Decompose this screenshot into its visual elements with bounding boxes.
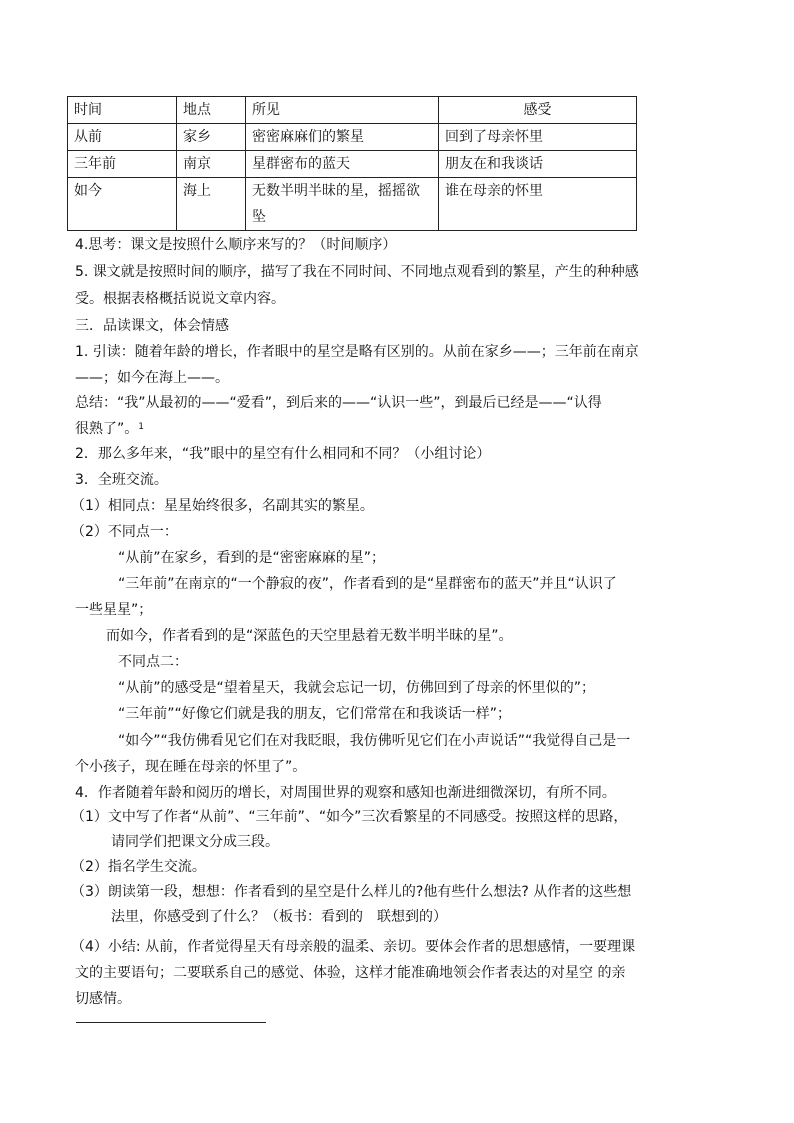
text-line: ——；如今在海上——。 (75, 370, 229, 386)
footnote-divider (76, 1022, 266, 1023)
table-header-cell: 感受 (439, 97, 637, 124)
text-line: 2．那么多年来，“我”眼中的星空有什么相同和不同？（小组讨论） (75, 446, 491, 462)
table-row (68, 151, 637, 178)
text-line: 5. 课文就是按照时间的顺序，描写了我在不同时间、不同地点观看到的繁星，产生的种种感 (75, 264, 639, 280)
text-line: 个小孩子，现在睡在母亲的怀里了”。 (75, 759, 307, 775)
table-header-row (68, 97, 637, 124)
text-line: “从前”在家乡，看到的是“密密麻麻的星”； (118, 550, 386, 566)
footnote-marker: 1 (138, 422, 144, 432)
table-header-cell: 时间 (68, 97, 177, 124)
text-line: 请同学们把课文分成三段。 (111, 834, 279, 850)
text-line: “如今”“我仿佛看见它们在对我眨眼，我仿佛听见它们在小声说话”“我觉得自己是一 (118, 733, 631, 749)
table-header-cell: 所见 (246, 97, 439, 124)
text-line: 一些星星”； (75, 602, 153, 618)
table-cell: 家乡 (177, 124, 246, 151)
text-line: （2）不同点一： (71, 524, 178, 540)
table-cell: 海上 (177, 178, 246, 231)
text-line: 而如今，作者看到的是“深蓝色的天空里悬着无数半明半昧的星”。 (106, 628, 513, 644)
text-line: （2）指名学生交流。 (71, 859, 206, 875)
table-cell: 谁在母亲的怀里 (439, 178, 637, 231)
text-line: （1）相同点：星星始终很多，名副其实的繁星。 (71, 498, 374, 514)
section-heading: 三．品读课文，体会情感 (75, 318, 229, 334)
text-line: （1）文中写了作者“从前”、“三年前”、“如今”三次看繁星的不同感受。按照这样的思路， (71, 809, 628, 825)
text-line: 3．全班交流。 (75, 472, 168, 488)
text-line (75, 419, 725, 439)
table-cell: 密密麻麻们的繁星 (246, 124, 439, 151)
summary-table (67, 96, 637, 231)
text-line: （3）朗读第一段，想想：作者看到的星空是什么样儿的?他有些什么想法? 从作者的这些想 (71, 884, 632, 900)
table-cell: 三年前 (68, 151, 177, 178)
text-line: “三年前”在南京的“一个静寂的夜”，作者看到的是“星群密布的蓝天”并且“认识了 (118, 576, 617, 592)
text-line: “三年前”“好像它们就是我的朋友，它们常常在和我谈话一样”； (118, 706, 512, 722)
table-row (68, 178, 637, 231)
text-line: 4．作者随着年龄和阅历的增长，对周围世界的观察和感知也渐进细微深切，有所不同。 (75, 785, 616, 801)
text-line: （4）小结: 从前，作者觉得星天有母亲般的温柔、亲切。要体会作者的思想感情，一要理课 (71, 939, 636, 955)
table-cell: 回到了母亲怀里 (439, 124, 637, 151)
text-span: 很熟了”。 (75, 421, 139, 437)
table-row (68, 124, 637, 151)
table-cell: 星群密布的蓝天 (246, 151, 439, 178)
table-header-cell: 地点 (177, 97, 246, 124)
table-cell: 无数半明半昧的星，摇摇欲坠 (246, 178, 439, 231)
table-cell: 如今 (68, 178, 177, 231)
table-cell: 南京 (177, 151, 246, 178)
text-line: 法里，你感受到了什么？（板书：看到的 联想到的） (111, 909, 447, 925)
text-line: 文的主要语句；二要联系自己的感觉、体验，这样才能准确地领会作者表达的对星空 的亲 (75, 965, 626, 981)
text-line: 4.思考：课文是按照什么顺序来写的？（时间顺序） (75, 237, 397, 253)
text-line: 切感情。 (75, 991, 131, 1007)
table-cell: 朋友在和我谈话 (439, 151, 637, 178)
text-line: 总结：“我”从最初的——“爱看”，到后来的——“认识一些”，到最后已经是——“认得 (75, 395, 602, 411)
table-cell: 从前 (68, 124, 177, 151)
text-line: 受。根据表格概括说说文章内容。 (75, 291, 285, 307)
text-line: 不同点二： (118, 654, 188, 670)
text-line: “从前”的感受是“望着星天，我就会忘记一切，仿佛回到了母亲的怀里似的”； (118, 680, 596, 696)
text-line: 1. 引读：随着年龄的增长，作者眼中的星空是略有区别的。从前在家乡——；三年前在南京 (75, 344, 639, 360)
